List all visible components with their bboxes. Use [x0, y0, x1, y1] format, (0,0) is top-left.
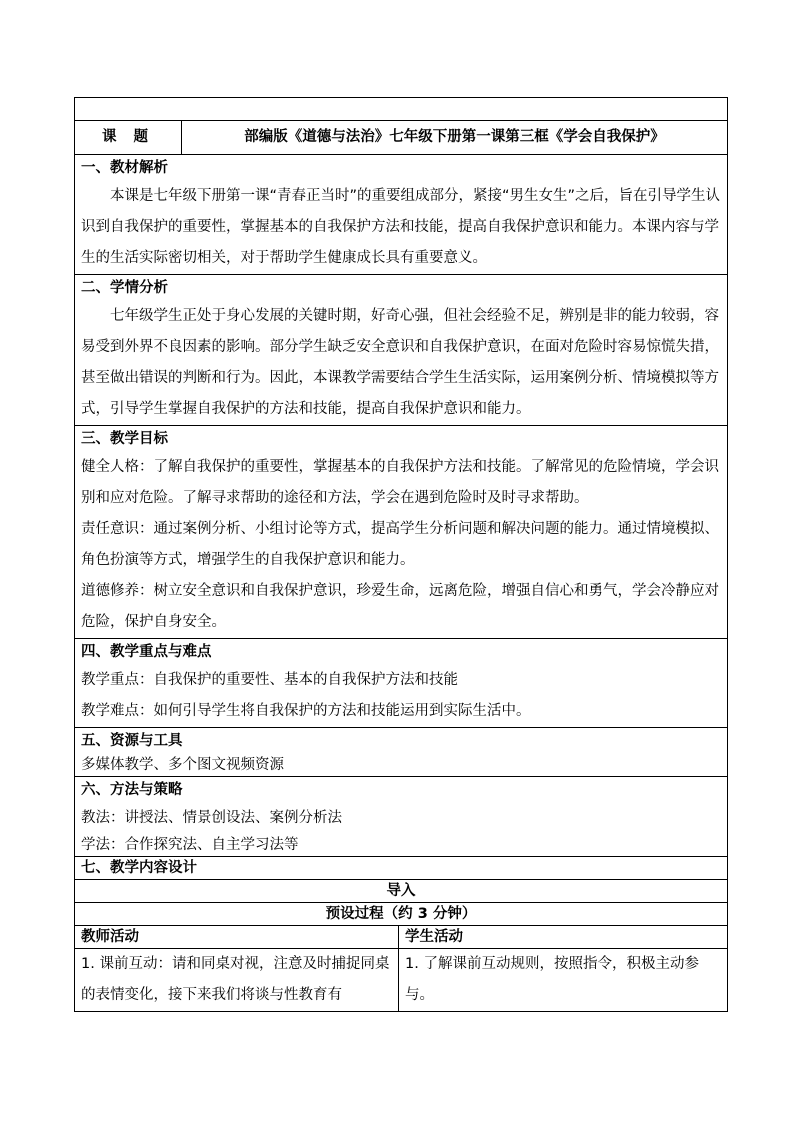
- blank-row: [75, 98, 728, 121]
- method-item: 教法：讲授法、情景创设法、案例分析法: [81, 810, 342, 826]
- method-item: 学法：合作探究法、自主学习法等: [81, 837, 299, 853]
- student-activity-text: 1. 了解课前互动规则，按照指令，积极主动参与。: [399, 949, 728, 1012]
- activity-head-row: [75, 926, 728, 949]
- section-resources-cell: [75, 728, 728, 777]
- section-title: 一、教材解析: [81, 160, 168, 176]
- section-learners: [75, 275, 728, 426]
- phase-row: [75, 880, 728, 903]
- section-key-points-cell: [75, 639, 728, 728]
- key-point-item: 教学难点：如何引导学生将自我保护的方法和技能运用到实际生活中。: [81, 703, 531, 719]
- process-title: 预设过程（约 3 分钟）: [75, 903, 728, 926]
- section-learners-cell: [75, 275, 728, 426]
- section-textbook-cell: [75, 155, 728, 275]
- section-title: 四、教学重点与难点: [81, 644, 212, 660]
- goal-item: 责任意识：通过案例分析、小组讨论等方式，提高学生分析问题和解决问题的能力。通过情境模拟、角色扮演等方式，增强学生的自我保护意识和能力。: [81, 521, 719, 568]
- header-row: [75, 121, 728, 155]
- section-body: 多媒体教学、多个图文视频资源: [81, 757, 284, 773]
- section-title: 三、教学目标: [81, 431, 168, 447]
- section-resources: [75, 728, 728, 777]
- section-methods-cell: [75, 777, 728, 857]
- section-body: 七年级学生正处于身心发展的关键时期，好奇心强，但社会经验不足，辨别是非的能力较弱，容易受到外界不良因素的影响。部分学生缺乏安全意识和自我保护意识，在面对危险时容易惊慌失措，甚至做出错误的判断和行为。因此，本课教学需要结合学生生活实际，运用案例分析、情境模拟等方式，引导学生掌握自我保护的方法和技能，提高自我保护意识和能力。: [81, 308, 719, 417]
- section-title: 五、资源与工具: [81, 733, 183, 749]
- activity-row: [75, 949, 728, 1012]
- key-point-item: 教学重点：自我保护的重要性、基本的自我保护方法和技能: [81, 672, 458, 688]
- lesson-title: 部编版《道德与法治》七年级下册第一课第三框《学会自我保护》: [182, 121, 728, 155]
- section-body: 本课是七年级下册第一课“青春正当时”的重要组成部分，紧接“男生女生”之后，旨在引导学生认识到自我保护的重要性，掌握基本的自我保护方法和技能，提高自我保护意识和能力。本课内容与学生的生活实际密切相关，对于帮助学生健康成长具有重要意义。: [81, 188, 721, 266]
- process-row: [75, 903, 728, 926]
- goal-item: 道德修养：树立安全意识和自我保护意识，珍爱生命，远离危险，增强自信心和勇气，学会冷静应对危险，保护自身安全。: [81, 583, 719, 630]
- section-title: 七、教学内容设计: [75, 857, 728, 880]
- subject-label: 课 题: [75, 121, 182, 155]
- student-activity-head: 学生活动: [399, 926, 728, 949]
- lesson-plan-table: [74, 97, 728, 1012]
- blank-cell: [75, 98, 728, 121]
- section-goals: [75, 426, 728, 639]
- section-key-points: [75, 639, 728, 728]
- section-title: 六、方法与策略: [81, 782, 183, 798]
- phase-title: 导入: [75, 880, 728, 903]
- section-design: [75, 857, 728, 880]
- section-methods: [75, 777, 728, 857]
- teacher-activity-text: 1. 课前互动：请和同桌对视，注意及时捕捉同桌的表情变化，接下来我们将谈与性教育有: [75, 949, 399, 1012]
- section-textbook: [75, 155, 728, 275]
- teacher-activity-head: 教师活动: [75, 926, 399, 949]
- goal-item: 健全人格：了解自我保护的重要性，掌握基本的自我保护方法和技能。了解常见的危险情境，学会识别和应对危险。了解寻求帮助的途径和方法，学会在遇到危险时及时寻求帮助。: [81, 459, 719, 506]
- section-title: 二、学情分析: [81, 280, 168, 296]
- section-goals-cell: [75, 426, 728, 639]
